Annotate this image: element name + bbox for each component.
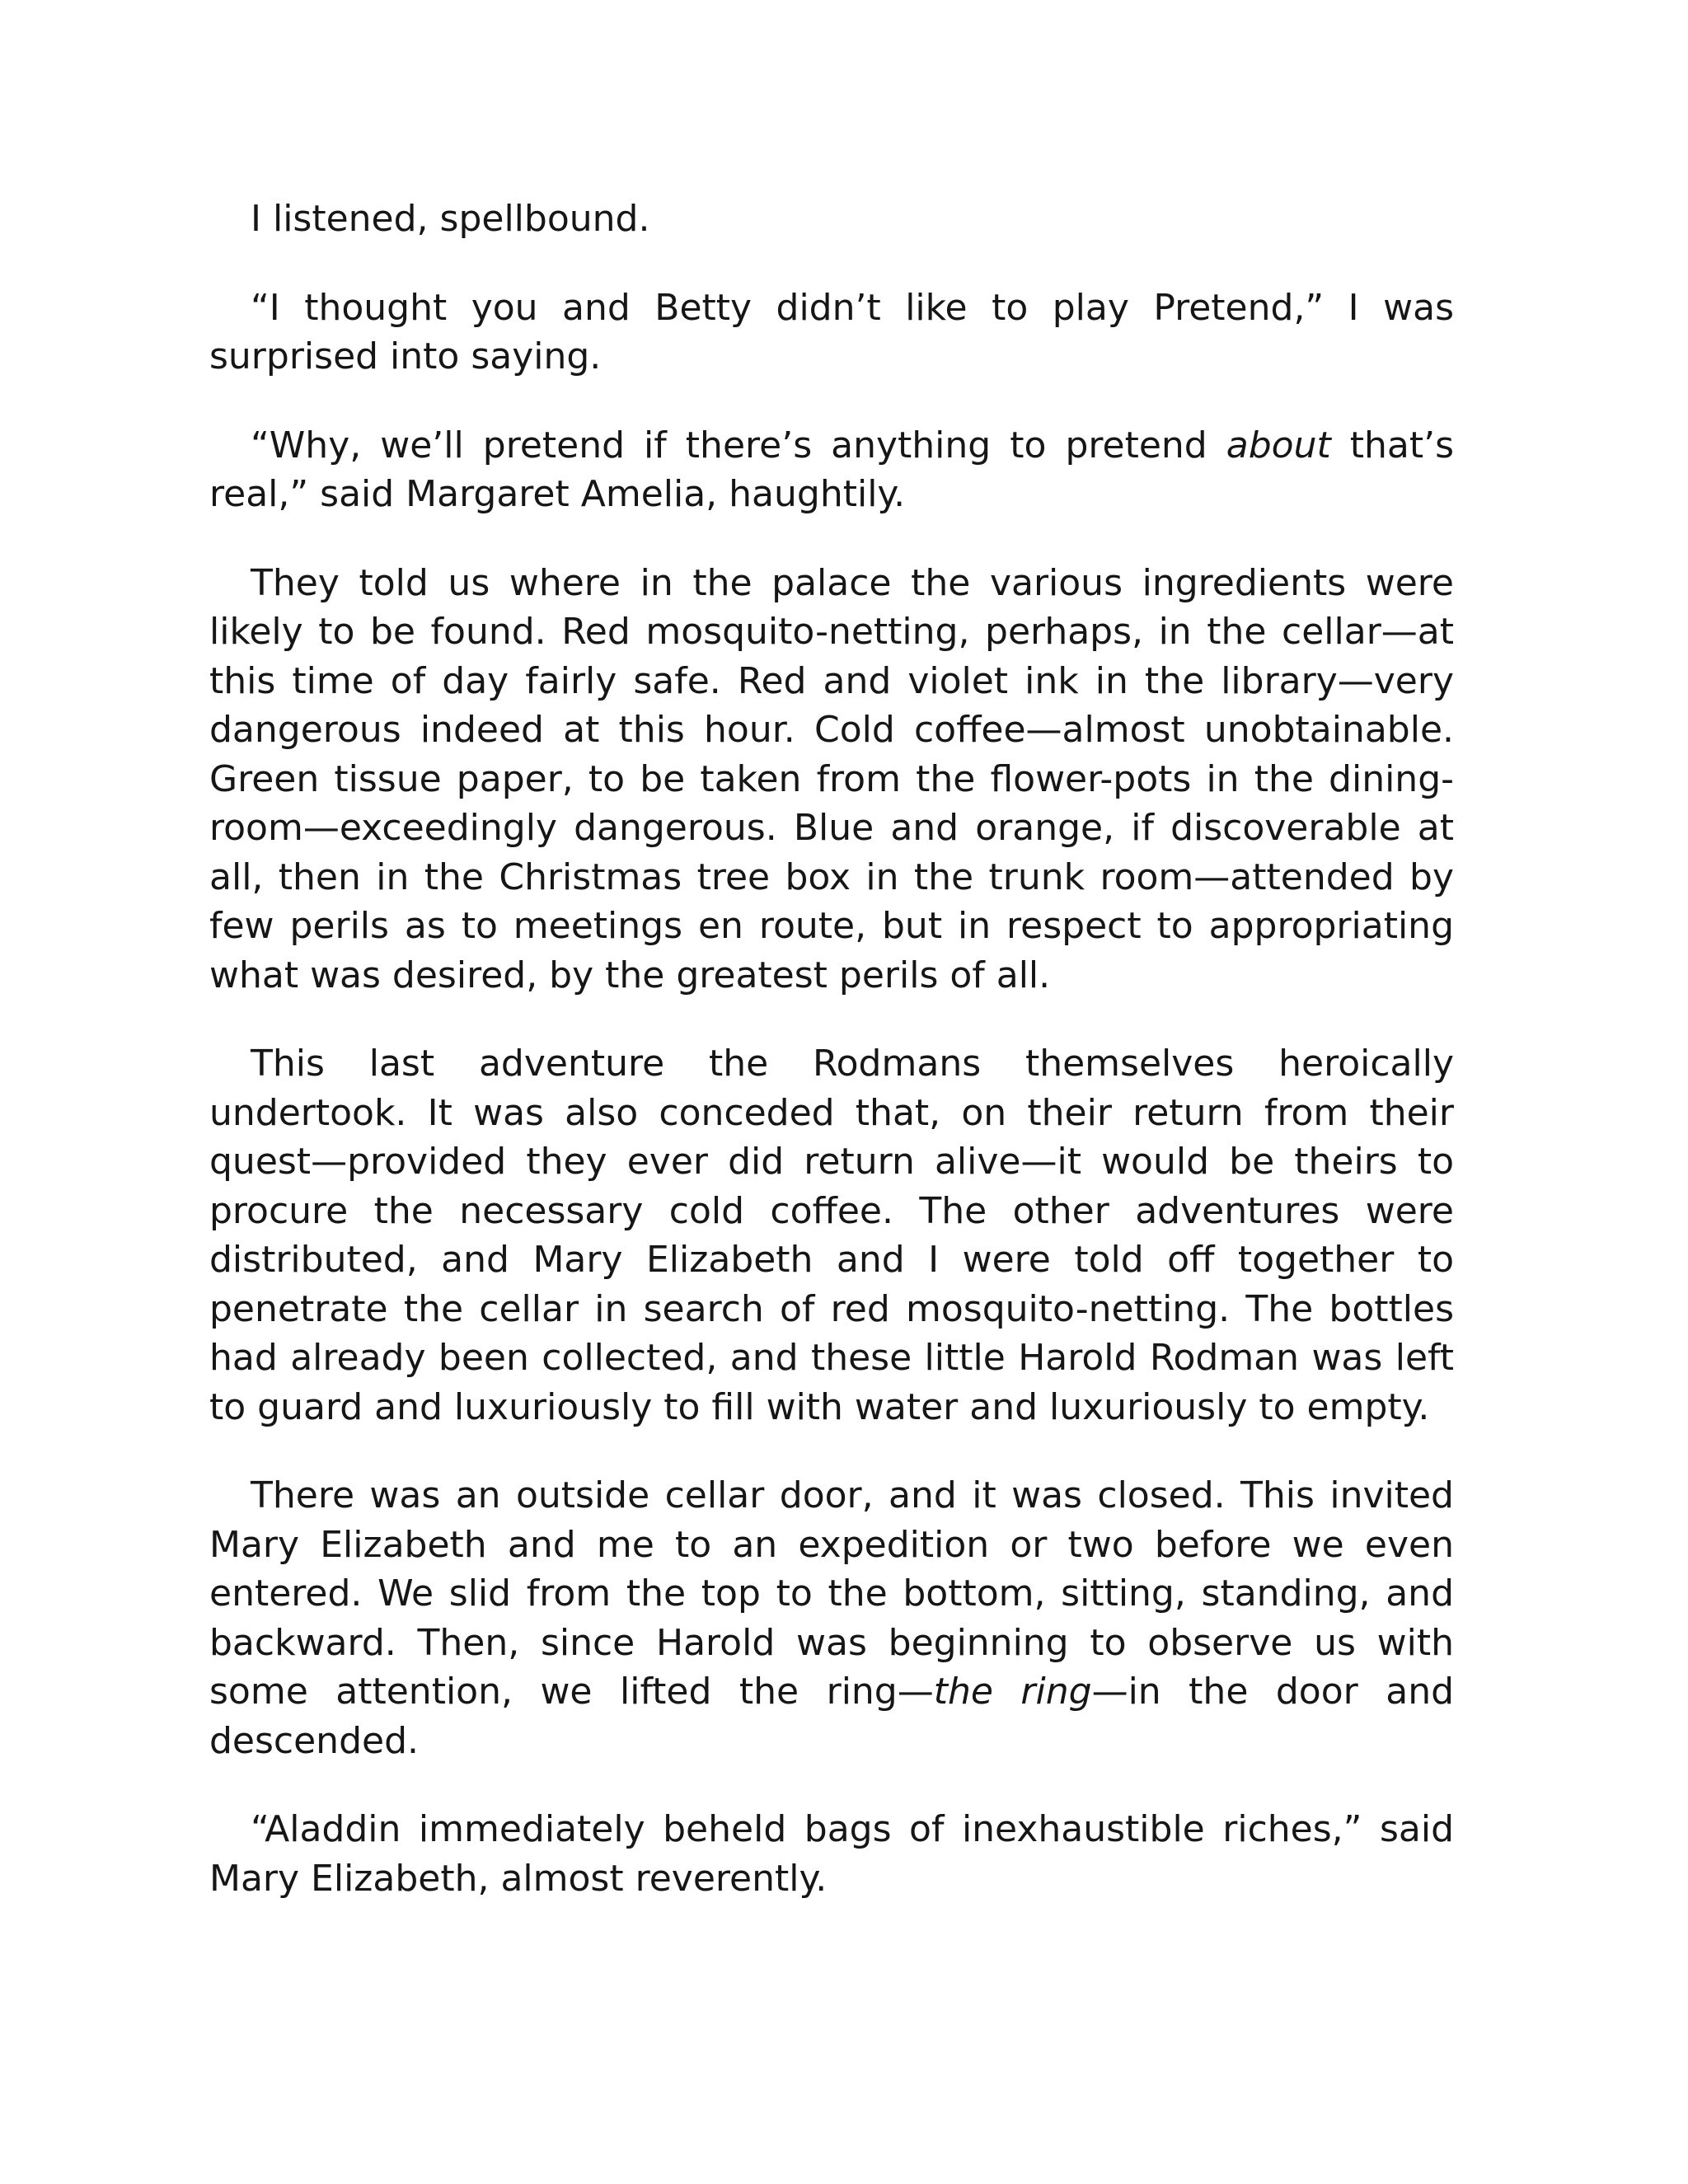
- paragraph-6: [209, 1471, 1454, 1765]
- paragraph-7: [209, 1805, 1454, 1903]
- paragraph-text: I listened, spellbound.: [251, 198, 650, 240]
- paragraph-2: [209, 284, 1454, 382]
- paragraph-text: “I thought you and Betty didn’t like to play Pretend,” I was surprised into saying.: [209, 286, 1454, 377]
- paragraph-1: [209, 194, 1454, 244]
- paragraph-text: They told us where in the palace the various ingredients were likely to be found. Red mosquito-netting, perhaps, in the cellar—at this time of day fairly safe. Red and violet ink in the library—very dangerous indeed at this hour. Cold coffee—almost unobtainable. Green tissue paper, to be taken from the flower-pots in the dining-room—exceedingly dangerous. Blue and orange, if discoverable at all, then in the Christmas tree box in the trunk room—attended by few perils as to meetings en route, but in respect to appropriating what was desired, by the greatest perils of all.: [209, 561, 1454, 996]
- paragraph-text: There was an outside cellar door, and it was closed. This invited Mary Elizabeth and me to an expedition or two before we even entered. We slid from the top to the bottom, sitting, standing, and backward. Then, since Harold was beginning to observe us with some attention, we lifted the ring—: [209, 1474, 1454, 1713]
- paragraph-text: —in the door and descended.: [209, 1671, 1455, 1762]
- italic-emphasis: about: [1226, 424, 1331, 466]
- paragraph-text: that’s real,” said Margaret Amelia, haughtily.: [209, 424, 1454, 515]
- paragraph-5: [209, 1039, 1454, 1432]
- page-body: [209, 194, 1454, 1903]
- paragraph-3: [209, 421, 1454, 519]
- paragraph-text: This last adventure the Rodmans themselves heroically undertook. It was also conceded that, on their return from their quest—provided they ever did return alive—it would be theirs to procure the necessary cold coffee. The other adventures were distributed, and Mary Elizabeth and I were told off together to penetrate the cellar in search of red mosquito-netting. The bottles had already been collected, and these little Harold Rodman was left to guard and luxuriously to fill with water and luxuriously to empty.: [209, 1043, 1454, 1428]
- paragraph-4: [209, 559, 1454, 1001]
- italic-emphasis: the ring: [933, 1671, 1092, 1713]
- paragraph-text: “Aladdin immediately beheld bags of inexhaustible riches,” said Mary Elizabeth, almost reverently.: [209, 1808, 1454, 1900]
- paragraph-text: “Why, we’ll pretend if there’s anything to pretend: [251, 424, 1226, 466]
